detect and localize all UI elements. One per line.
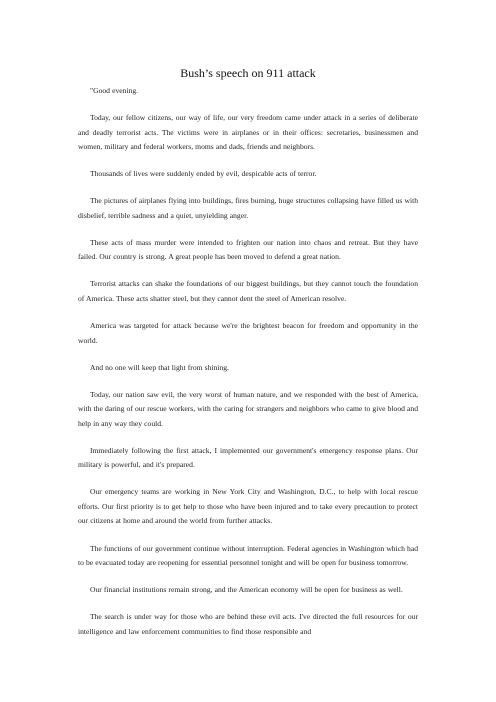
document-body bbox=[78, 84, 418, 652]
paragraph: Our emergency teams are working in New York City and Washington, D.C., to help with local rescue efforts. Our first priority is to get help to those who have been injured and to take every precaution to protect our citizens at home and around the world from further attacks. bbox=[78, 487, 418, 526]
paragraph: Thousands of lives were suddenly ended by evil, despicable acts of terror. bbox=[90, 169, 317, 179]
paragraph: "Good evening. bbox=[90, 86, 139, 95]
paragraph: The pictures of airplanes flying into buildings, fires burning, huge structures collapsing have filled us with disbelief, terrible sadness and a quiet, unyielding anger. bbox=[78, 196, 418, 220]
paragraph: America was targeted for attack because we're the brightest beacon for freedom and opportunity in the world. bbox=[78, 321, 418, 345]
paragraph: Terrorist attacks can shake the foundations of our biggest buildings, but they cannot touch the foundation of America. These acts shatter steel, but they cannot dent the steel of American resolve. bbox=[78, 279, 418, 303]
paragraph: These acts of mass murder were intended to frighten our nation into chaos and retreat. But they have failed. Our country is strong. A great people has been moved to defend a great nation. bbox=[78, 237, 418, 262]
paragraph: And no one will keep that light from shining. bbox=[90, 362, 229, 372]
paragraph: Today, our fellow citizens, our way of life, our very freedom came under attack in a series of deliberate and deadly terrorist acts. The victims were in airplanes or in their offices: secretaries, businessmen and women, military and federal workers, moms and dads, friends and neighbors. bbox=[78, 113, 418, 152]
paragraph: Our financial institutions remain strong, and the American economy will be open for business as well. bbox=[90, 585, 403, 595]
paragraph: The search is under way for those who are behind these evil acts. I've directed the full resources for our intelligence and law enforcement communities to find those responsible and bbox=[78, 612, 418, 636]
document-title: Bush’s speech on 911 attack bbox=[180, 66, 316, 80]
paragraph: The functions of our government continue without interruption. Federal agencies in Washington which had to be evacuated today are reopening for essential personnel tonight and will be open for business tomorrow. bbox=[78, 543, 418, 568]
paragraph: Today, our nation saw evil, the very worst of human nature, and we responded with the best of America, with the daring of our rescue workers, with the caring for strangers and neighbors who came to give blood and help in any way they could. bbox=[78, 389, 418, 428]
paragraph: Immediately following the first attack, I implemented our government's emergency response plans. Our military is powerful, and it's prepared. bbox=[78, 445, 418, 470]
